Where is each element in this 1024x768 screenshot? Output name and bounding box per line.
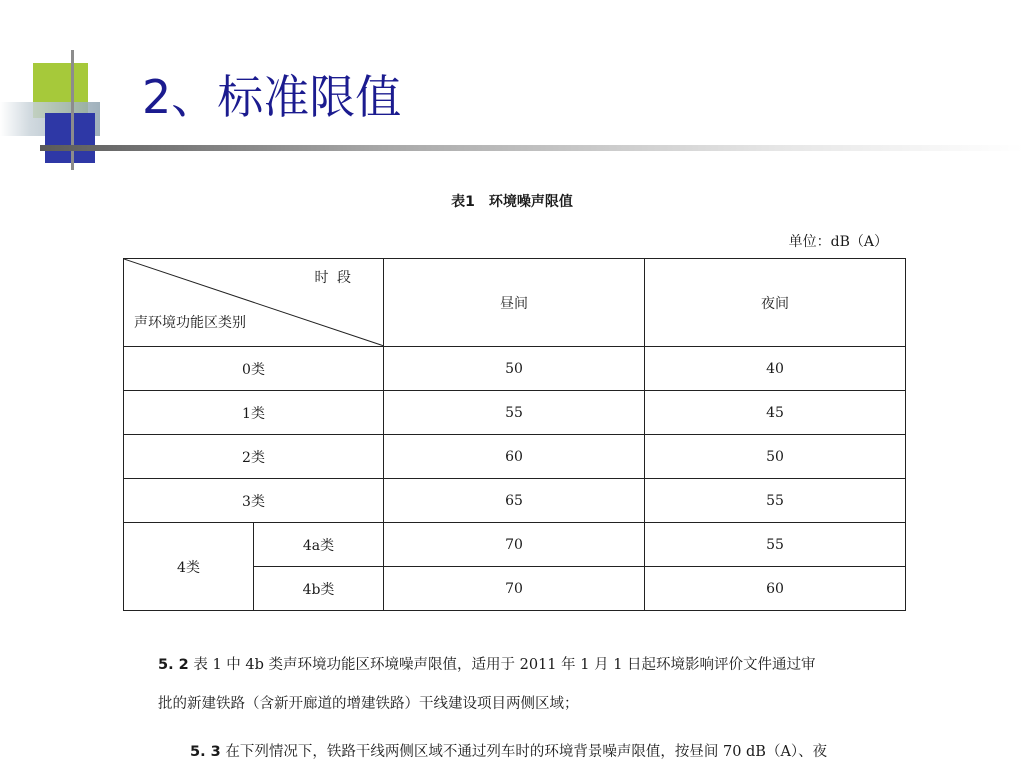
noise-limit-table	[123, 258, 906, 611]
table-row	[124, 391, 906, 435]
subcategory-cell: 4a类	[254, 523, 384, 567]
subcategory-cell: 4b类	[254, 567, 384, 611]
day-value-cell: 65	[384, 479, 645, 523]
paragraph-5-2-line-2	[158, 692, 579, 713]
clause-number: 5. 2	[158, 657, 189, 673]
category-cell: 4类	[124, 523, 254, 611]
night-header: 夜间	[645, 259, 906, 347]
paragraph-5-2-line-1	[158, 653, 816, 674]
table-caption: 表1 环境噪声限值	[451, 194, 573, 210]
decorative-blue-block	[45, 113, 95, 163]
night-value-cell: 50	[645, 435, 906, 479]
day-value-cell: 55	[384, 391, 645, 435]
category-cell: 3类	[124, 479, 384, 523]
category-cell: 0类	[124, 347, 384, 391]
night-value-cell: 45	[645, 391, 906, 435]
table-header-row	[124, 259, 906, 347]
day-value-cell: 60	[384, 435, 645, 479]
diagonal-header-cell	[124, 259, 384, 347]
unit-label: 单位：dB（A）	[788, 234, 888, 250]
table-row	[124, 523, 906, 567]
category-cell: 2类	[124, 435, 384, 479]
table-row	[124, 479, 906, 523]
night-value-cell: 40	[645, 347, 906, 391]
day-header: 昼间	[384, 259, 645, 347]
table-row	[124, 347, 906, 391]
paragraph-5-3-line-1	[190, 740, 827, 761]
title-underline	[40, 145, 1024, 151]
night-value-cell: 55	[645, 523, 906, 567]
clause-number: 5. 3	[190, 744, 221, 760]
period-header: 时 段	[314, 270, 353, 286]
night-value-cell: 60	[645, 567, 906, 611]
table-row	[124, 435, 906, 479]
category-cell: 1类	[124, 391, 384, 435]
day-value-cell: 70	[384, 523, 645, 567]
decorative-vertical-line	[71, 50, 74, 170]
paragraph-text: 表 1 中 4b 类声环境功能区环境噪声限值，适用于 2011 年 1 月 1 日起环境影响评价文件通过审	[193, 657, 816, 673]
day-value-cell: 70	[384, 567, 645, 611]
paragraph-text: 批的新建铁路（含新开廊道的增建铁路）干线建设项目两侧区域；	[158, 696, 579, 712]
day-value-cell: 50	[384, 347, 645, 391]
night-value-cell: 55	[645, 479, 906, 523]
zone-category-header: 声环境功能区类别	[134, 315, 246, 331]
paragraph-text: 在下列情况下，铁路干线两侧区域不通过列车时的环境背景噪声限值，按昼间 70 dB（A）、夜	[225, 744, 828, 760]
slide-title: 2、标准限值	[142, 70, 402, 124]
